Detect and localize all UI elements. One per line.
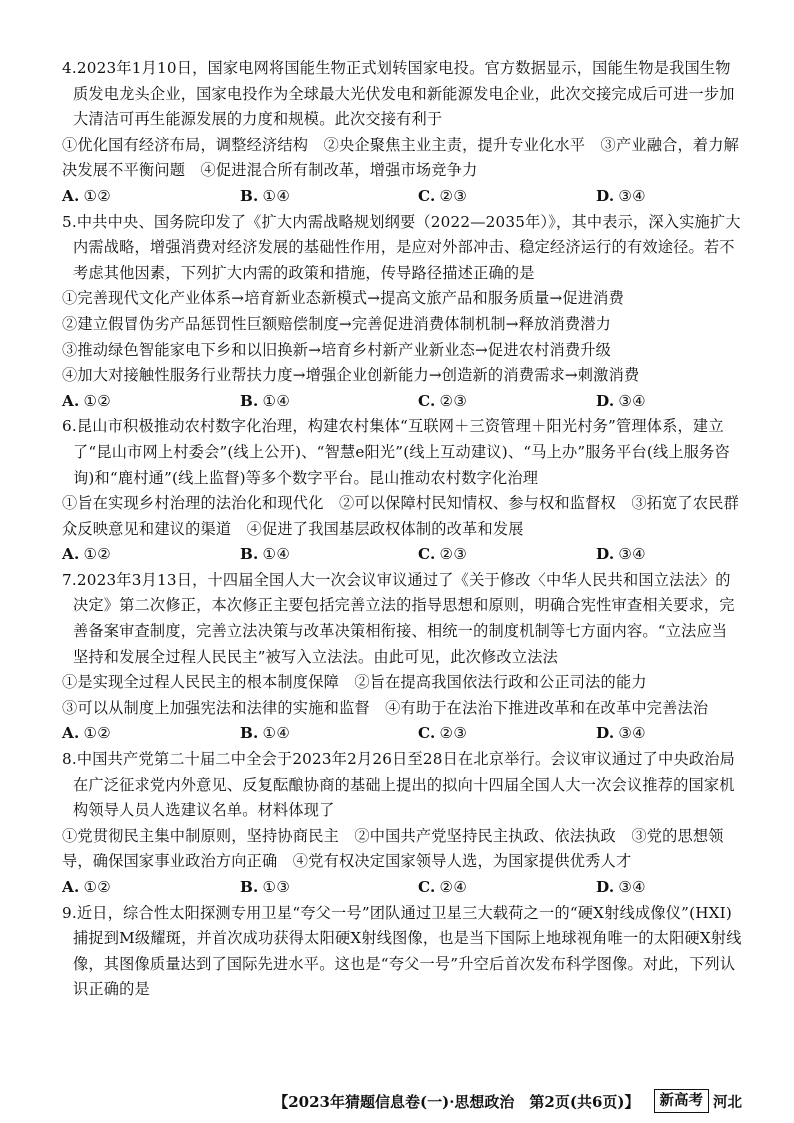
question-text: 6.昆山市积极推动农村数字化治理，构建农村集体“互联网＋三资管理＋阳光村务”管理体系，建立了“昆山市网上村委会”(线上公开)、“智慧e阳光”(线上互动建议)、“马上办”服务平台(线上服务咨询)和“鹿村通”(线上监督)等多个数字平台。昆山推动农村数字化治理 <box>62 417 730 487</box>
statement-4: ④加大对接触性服务行业帮扶力度→增强企业创新能力→创造新的消费需求→刺激消费 <box>62 366 640 385</box>
statement-3: ③推动绿色智能家电下乡和以旧换新→培育乡村新产业新业态→促进农村消费升级 <box>62 340 612 359</box>
choice-c[interactable]: C. ②③ <box>418 724 468 743</box>
question-text: 9.近日，综合性太阳探测专用卫星“夸父一号”团队通过卫星三大载荷之一的“硬X射线成像仪”(HXI)捕捉到M级耀斑，并首次成功获得太阳硬X射线图像，也是当下国际上地球视角唯一的太阳硬X射线像，其图像质量达到了国际先进水平。这也是“夸父一号”升空后首次发布科学图像。对此，下列认识正确的是 <box>62 903 742 999</box>
question-text: 4.2023年1月10日，国家电网将国能生物正式划转国家电投。官方数据显示，国能生物是我国生物质发电龙头企业，国家电投作为全球最大光伏发电和新能源发电企业，此次交接完成后可进一步加大清洁可再生能源发展的力度和规模。此次交接有利于 <box>62 59 735 129</box>
question-text: 5.中共中央、国务院印发了《扩大内需战略规划纲要（2022—2035年）》，其中表示，深入实施扩大内需战略，增强消费对经济发展的基础性作用，是应对外部冲击、稳定经济运行的有效途径。若不考虑其他因素，下列扩大内需的政策和措施，传导路径描述正确的是 <box>62 212 741 282</box>
question-statements: ①优化国有经济布局，调整经济结构 ②央企聚焦主业主责，提升专业化水平 ③产业融合，着力解决发展不平衡问题 ④促进混合所有制改革，增强市场竞争力 <box>62 135 740 180</box>
question-5 <box>62 210 742 415</box>
page-footer <box>62 1088 742 1114</box>
question-statements: ①旨在实现乡村治理的法治化和现代化 ②可以保障村民知情权、参与权和监督权 ③拓宽了农民群众反映意见和建议的渠道 ④促进了我国基层政权体制的改革和发展 <box>62 494 740 538</box>
choice-a[interactable]: A. ①② <box>62 391 112 410</box>
statement-2: ②建立假冒伪劣产品惩罚性巨额赔偿制度→完善促进消费体制机制→释放消费潜力 <box>62 314 612 333</box>
choice-c[interactable]: C. ②③ <box>418 391 468 410</box>
choice-a[interactable]: A. ①② <box>62 186 112 205</box>
answer-choices <box>62 184 742 210</box>
choice-b[interactable]: B. ①③ <box>240 878 291 896</box>
exam-type-badge: 新高考 <box>654 1089 710 1113</box>
question-8 <box>62 747 742 901</box>
choice-a[interactable]: A. ①② <box>62 724 112 743</box>
question-4 <box>62 56 742 210</box>
choice-a[interactable]: A. ①② <box>62 878 112 896</box>
statement-line-1: ①是实现全过程人民民主的根本制度保障 ②旨在提高我国依法行政和公正司法的能力 <box>62 673 647 692</box>
footer-label: 【2023年猜题信息卷(一)·思想政治 第2页(共6页)】 <box>273 1092 640 1111</box>
choice-c[interactable]: C. ②④ <box>418 878 468 896</box>
choice-b[interactable]: B. ①④ <box>240 545 291 564</box>
choice-d[interactable]: D. ③④ <box>596 724 646 743</box>
choice-c[interactable]: C. ②③ <box>418 545 468 564</box>
question-statements: ①党贯彻民主集中制原则，坚持协商民主 ②中国共产党坚持民主执政、依法执政 ③党的思想领导，确保国家事业政治方向正确 ④党有权决定国家领导人选，为国家提供优秀人才 <box>62 826 724 871</box>
answer-choices <box>62 389 742 415</box>
choice-d[interactable]: D. ③④ <box>596 186 646 205</box>
region-label: 河北 <box>713 1093 742 1111</box>
question-text: 7.2023年3月13日，十四届全国人大一次会议审议通过了《关于修改〈中华人民共和国立法法〉的决定》第二次修正，本次修正主要包括完善立法的指导思想和原则，明确合宪性审查相关要求，完善备案审查制度，完善立法决策与改革决策相衔接、相统一的制度机制等七方面内容。“立法应当坚持和发展全过程人民民主”被写入立法法。由此可见，此次修改立法法 <box>62 570 735 666</box>
choice-c[interactable]: C. ②③ <box>418 186 468 205</box>
question-list <box>62 56 742 1003</box>
statement-line-2: ③可以从制度上加强宪法和法律的实施和监督 ④有助于在法治下推进改革和在改革中完善法治 <box>62 698 709 717</box>
choice-b[interactable]: B. ①④ <box>240 186 291 205</box>
choice-b[interactable]: B. ①④ <box>240 724 291 743</box>
choice-d[interactable]: D. ③④ <box>596 391 646 410</box>
question-7 <box>62 568 742 747</box>
question-6 <box>62 414 742 568</box>
question-text: 8.中国共产党第二十届二中全会于2023年2月26日至28日在北京举行。会议审议通过了中央政治局在广泛征求党内外意见、反复酝酿协商的基础上提出的拟向十四届全国人大一次会议推荐的国家机构领导人员人选建议名单。材料体现了 <box>62 750 735 820</box>
question-9 <box>62 901 742 1003</box>
choice-b[interactable]: B. ①④ <box>240 391 291 410</box>
answer-choices <box>62 875 742 901</box>
choice-d[interactable]: D. ③④ <box>596 545 646 564</box>
statement-1: ①完善现代文化产业体系→培育新业态新模式→提高文旅产品和服务质量→促进消费 <box>62 289 624 308</box>
answer-choices <box>62 542 742 568</box>
choice-a[interactable]: A. ①② <box>62 545 112 564</box>
answer-choices <box>62 721 742 747</box>
choice-d[interactable]: D. ③④ <box>596 878 646 896</box>
